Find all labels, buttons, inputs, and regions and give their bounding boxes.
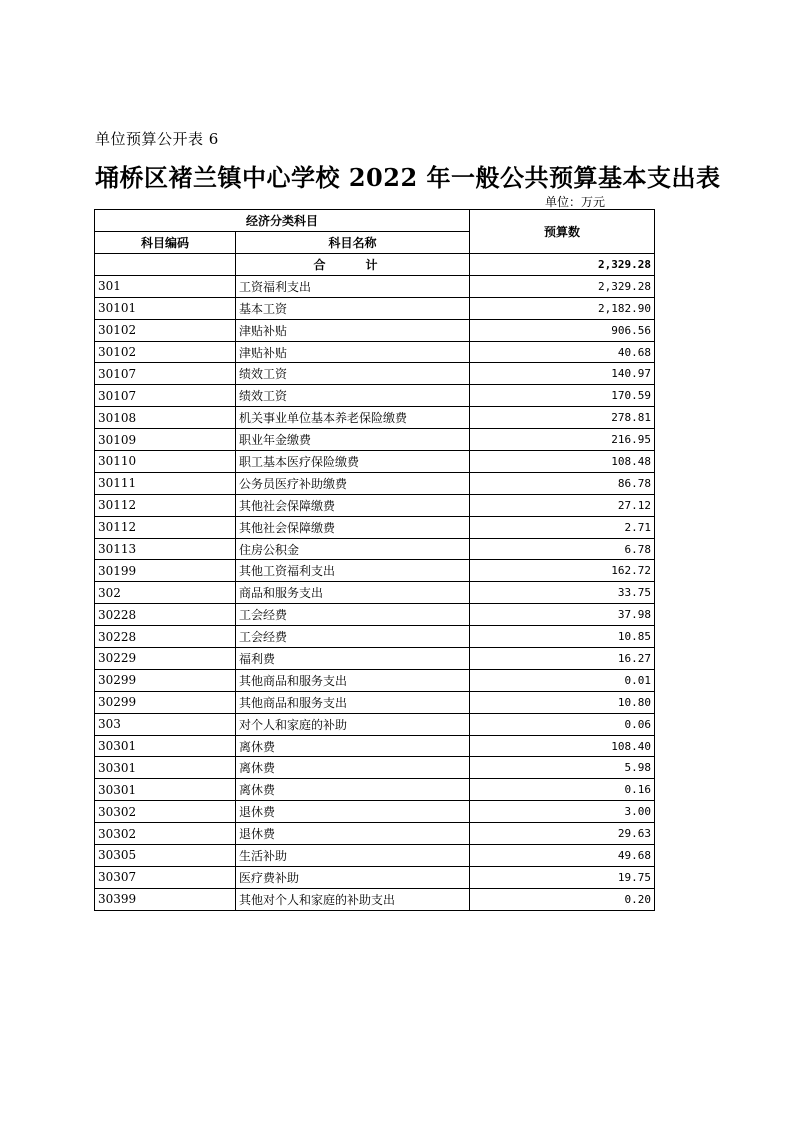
row-code: 30111 <box>95 472 236 494</box>
row-amount: 162.72 <box>470 560 655 582</box>
total-value: 2,329.28 <box>470 254 655 276</box>
page-title: 埇桥区褚兰镇中心学校 2022 年一般公共预算基本支出表 <box>95 163 721 192</box>
row-amount: 5.98 <box>470 757 655 779</box>
row-code: 30107 <box>95 385 236 407</box>
row-amount: 0.01 <box>470 669 655 691</box>
row-name: 绩效工资 <box>236 385 470 407</box>
row-amount: 278.81 <box>470 407 655 429</box>
row-name: 基本工资 <box>236 297 470 319</box>
row-code: 30102 <box>95 319 236 341</box>
total-label: 合 计 <box>236 254 470 276</box>
row-code: 30305 <box>95 845 236 867</box>
table-row <box>95 823 655 845</box>
table-row <box>95 669 655 691</box>
row-name: 职工基本医疗保险缴费 <box>236 451 470 473</box>
table-row <box>95 845 655 867</box>
row-code: 30229 <box>95 648 236 670</box>
row-amount: 10.85 <box>470 626 655 648</box>
row-amount: 108.40 <box>470 735 655 757</box>
row-amount: 49.68 <box>470 845 655 867</box>
table-row <box>95 582 655 604</box>
row-name: 工资福利支出 <box>236 275 470 297</box>
table-row <box>95 801 655 823</box>
row-name: 其他商品和服务支出 <box>236 691 470 713</box>
row-name: 机关事业单位基本养老保险缴费 <box>236 407 470 429</box>
row-amount: 2,182.90 <box>470 297 655 319</box>
row-code: 30102 <box>95 341 236 363</box>
row-amount: 27.12 <box>470 494 655 516</box>
row-code: 30110 <box>95 451 236 473</box>
row-amount: 86.78 <box>470 472 655 494</box>
row-code: 302 <box>95 582 236 604</box>
row-code: 30302 <box>95 823 236 845</box>
row-code: 30112 <box>95 516 236 538</box>
col-header-amount: 预算数 <box>470 210 655 254</box>
row-code: 30299 <box>95 691 236 713</box>
row-amount: 0.20 <box>470 888 655 910</box>
row-amount: 0.06 <box>470 713 655 735</box>
table-row <box>95 407 655 429</box>
table-row <box>95 779 655 801</box>
row-code: 301 <box>95 275 236 297</box>
row-amount: 906.56 <box>470 319 655 341</box>
row-code: 303 <box>95 713 236 735</box>
row-name: 绩效工资 <box>236 363 470 385</box>
table-row <box>95 713 655 735</box>
row-name: 其他工资福利支出 <box>236 560 470 582</box>
budget-table <box>94 209 655 911</box>
table-row <box>95 648 655 670</box>
row-amount: 37.98 <box>470 604 655 626</box>
row-code: 30113 <box>95 538 236 560</box>
table-label: 单位预算公开表 6 <box>95 130 219 148</box>
table-row <box>95 451 655 473</box>
row-amount: 33.75 <box>470 582 655 604</box>
row-name: 职业年金缴费 <box>236 429 470 451</box>
row-amount: 140.97 <box>470 363 655 385</box>
row-code: 30307 <box>95 866 236 888</box>
row-name: 公务员医疗补助缴费 <box>236 472 470 494</box>
row-name: 福利费 <box>236 648 470 670</box>
row-code: 30108 <box>95 407 236 429</box>
table-row <box>95 538 655 560</box>
table-row <box>95 341 655 363</box>
row-amount: 16.27 <box>470 648 655 670</box>
row-name: 其他社会保障缴费 <box>236 494 470 516</box>
row-amount: 0.16 <box>470 779 655 801</box>
table-row <box>95 319 655 341</box>
row-code: 30399 <box>95 888 236 910</box>
row-name: 工会经费 <box>236 604 470 626</box>
row-name: 离休费 <box>236 735 470 757</box>
row-amount: 2,329.28 <box>470 275 655 297</box>
table-row <box>95 275 655 297</box>
row-code: 30302 <box>95 801 236 823</box>
row-amount: 108.48 <box>470 451 655 473</box>
row-name: 商品和服务支出 <box>236 582 470 604</box>
table-row <box>95 866 655 888</box>
row-amount: 170.59 <box>470 385 655 407</box>
row-code: 30112 <box>95 494 236 516</box>
row-amount: 6.78 <box>470 538 655 560</box>
row-name: 医疗费补助 <box>236 866 470 888</box>
row-amount: 19.75 <box>470 866 655 888</box>
row-amount: 40.68 <box>470 341 655 363</box>
row-name: 生活补助 <box>236 845 470 867</box>
row-code: 30301 <box>95 757 236 779</box>
row-name: 其他商品和服务支出 <box>236 669 470 691</box>
row-code: 30107 <box>95 363 236 385</box>
row-amount: 29.63 <box>470 823 655 845</box>
table-row <box>95 757 655 779</box>
row-code: 30299 <box>95 669 236 691</box>
table-row <box>95 560 655 582</box>
table-row <box>95 604 655 626</box>
row-amount: 3.00 <box>470 801 655 823</box>
row-name: 津贴补贴 <box>236 341 470 363</box>
table-row <box>95 494 655 516</box>
col-header-name: 科目名称 <box>236 232 470 254</box>
total-code-cell <box>95 254 236 276</box>
row-amount: 216.95 <box>470 429 655 451</box>
row-code: 30199 <box>95 560 236 582</box>
row-amount: 2.71 <box>470 516 655 538</box>
row-name: 离休费 <box>236 757 470 779</box>
row-name: 津贴补贴 <box>236 319 470 341</box>
unit-label: 单位：万元 <box>545 195 606 209</box>
table-row <box>95 429 655 451</box>
table-row <box>95 888 655 910</box>
row-name: 退休费 <box>236 823 470 845</box>
table-row <box>95 626 655 648</box>
group-header: 经济分类科目 <box>95 210 470 232</box>
row-name: 其他对个人和家庭的补助支出 <box>236 888 470 910</box>
row-code: 30101 <box>95 297 236 319</box>
table-row <box>95 735 655 757</box>
table-row <box>95 385 655 407</box>
row-code: 30301 <box>95 735 236 757</box>
row-name: 对个人和家庭的补助 <box>236 713 470 735</box>
table-row <box>95 297 655 319</box>
table-row <box>95 363 655 385</box>
total-row <box>95 254 655 276</box>
row-amount: 10.80 <box>470 691 655 713</box>
row-name: 离休费 <box>236 779 470 801</box>
row-code: 30109 <box>95 429 236 451</box>
row-code: 30301 <box>95 779 236 801</box>
row-name: 其他社会保障缴费 <box>236 516 470 538</box>
table-row <box>95 472 655 494</box>
row-name: 退休费 <box>236 801 470 823</box>
row-code: 30228 <box>95 604 236 626</box>
table-row <box>95 516 655 538</box>
row-code: 30228 <box>95 626 236 648</box>
row-name: 工会经费 <box>236 626 470 648</box>
row-name: 住房公积金 <box>236 538 470 560</box>
col-header-code: 科目编码 <box>95 232 236 254</box>
table-row <box>95 691 655 713</box>
